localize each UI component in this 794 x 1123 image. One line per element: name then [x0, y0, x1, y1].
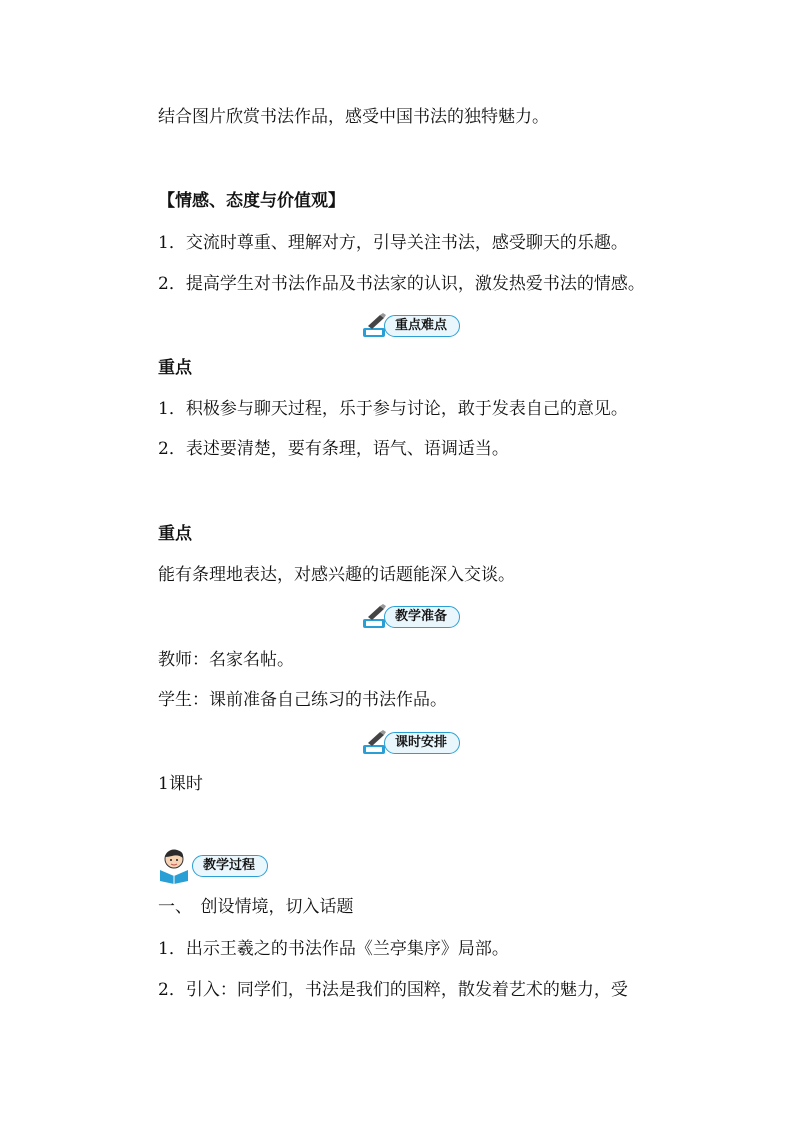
subheading: 重点 [158, 524, 192, 544]
text-line: 学生：课前准备自己练习的书法作品。 [158, 690, 447, 710]
text-line: 2．引入：同学们，书法是我们的国粹，散发着艺术的魅力，受 [158, 980, 628, 1000]
badge-label: 重点难点 [384, 315, 460, 337]
section-heading: 【情感、态度与价值观】 [158, 191, 345, 211]
badge-label: 课时安排 [384, 732, 460, 754]
text-line: 2．提高学生对书法作品及书法家的认识，激发热爱书法的情感。 [158, 274, 645, 294]
text-line: 1课时 [158, 774, 203, 794]
badge-label: 教学过程 [192, 855, 268, 877]
badge-teaching-prep [360, 604, 460, 630]
badge-label: 教学准备 [384, 606, 460, 628]
section-heading: 一、 创设情境，切入话题 [158, 897, 354, 917]
badge-schedule [360, 730, 460, 756]
student-reading-icon [156, 848, 196, 884]
text-line: 1．积极参与聊天过程，乐于参与讨论，敢于发表自己的意见。 [158, 399, 628, 419]
text-line: 1．交流时尊重、理解对方，引导关注书法，感受聊天的乐趣。 [158, 233, 628, 253]
text-line: 教师：名家名帖。 [158, 650, 294, 670]
text-line: 结合图片欣赏书法作品，感受中国书法的独特魅力。 [158, 107, 549, 127]
text-line: 2．表述要清楚，要有条理，语气、语调适当。 [158, 439, 509, 459]
badge-key-difficult [360, 313, 460, 339]
badge-process [156, 848, 268, 884]
text-line: 能有条理地表达，对感兴趣的话题能深入交谈。 [158, 565, 515, 585]
subheading: 重点 [158, 358, 192, 378]
text-line: 1．出示王羲之的书法作品《兰亭集序》局部。 [158, 939, 509, 959]
